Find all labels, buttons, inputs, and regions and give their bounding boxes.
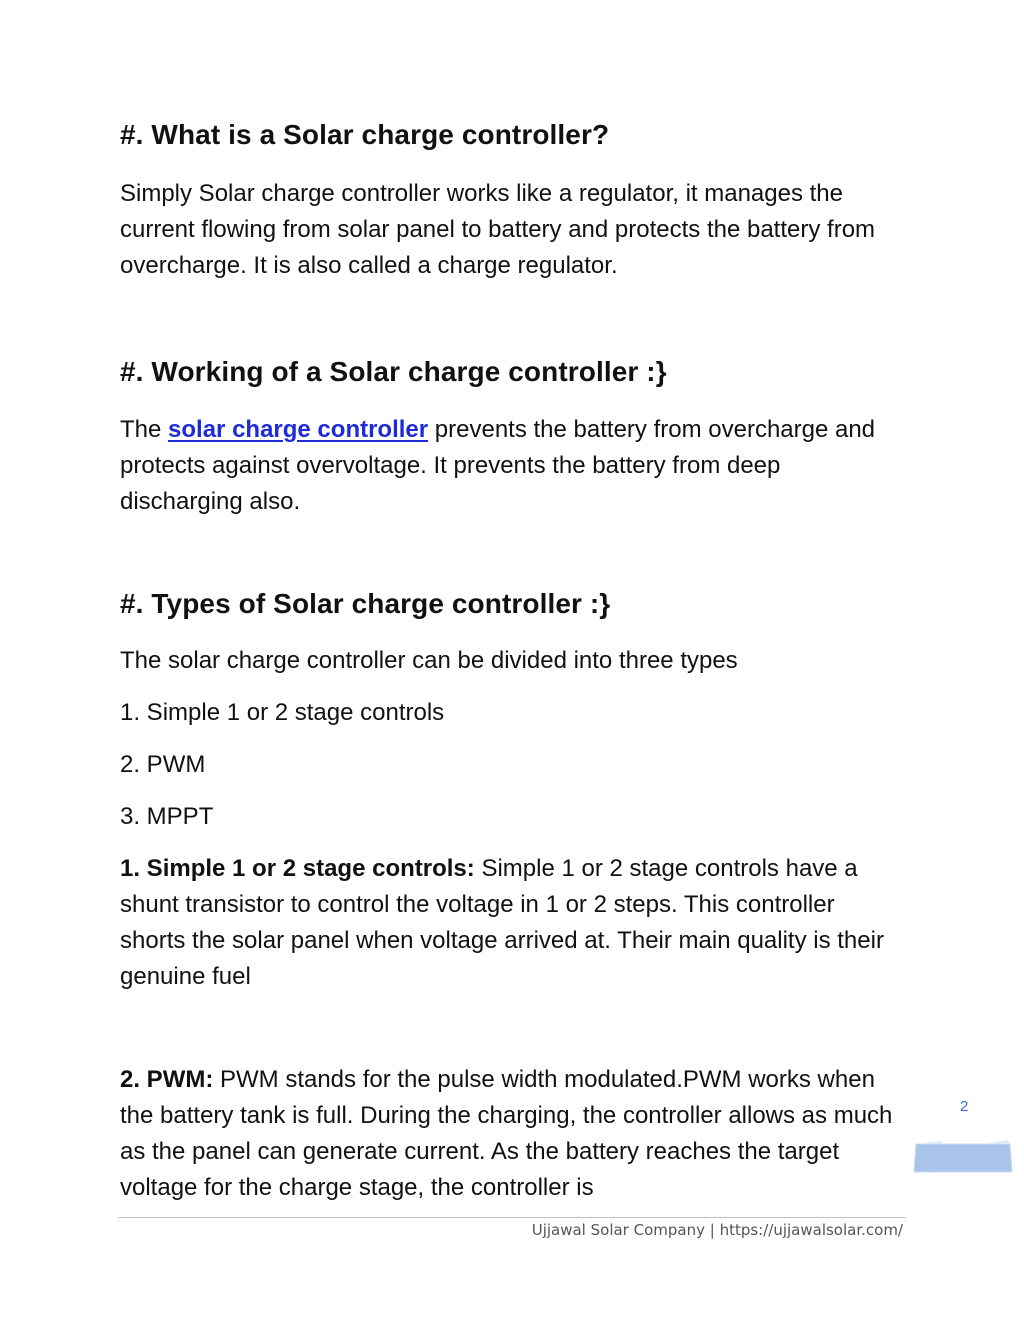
paragraph-simple-controls <box>120 851 900 995</box>
simple-controls-label: 1. Simple 1 or 2 stage controls: <box>120 855 475 882</box>
types-intro: The solar charge controller can be divided into three types <box>120 647 738 674</box>
page-tab-shape <box>914 1144 1012 1172</box>
heading-what-is: #. What is a Solar charge controller? <box>120 119 610 150</box>
footer-divider <box>118 1217 906 1218</box>
paragraph-what-is: Simply Solar charge controller works like a regulator, it manages the current flowing from solar panel to battery and protects the battery from overcharge. It is also called a charge regulator. <box>120 180 876 279</box>
paragraph-pwm <box>120 1062 900 1206</box>
list-item: 1. Simple 1 or 2 stage controls <box>120 699 445 726</box>
heading-working: #. Working of a Solar charge controller :} <box>120 356 667 387</box>
page-tab-decoration <box>912 1138 1016 1178</box>
pwm-body: PWM stands for the pulse width modulated.PWM works when the battery tank is full. During the charging, the controller allows as much as the panel can generate current. As the battery reaches the target voltage for the charge stage, the controller is <box>120 1066 893 1201</box>
paragraph-working-prefix: The <box>120 416 169 443</box>
page-tab-corner <box>916 1141 942 1144</box>
heading-types: #. Types of Solar charge controller :} <box>120 588 611 619</box>
footer-text: Ujjawal Solar Company | https://ujjawalsolar.com/ <box>531 1221 903 1239</box>
page-tab-corner <box>982 1140 1010 1144</box>
page-number: 2 <box>960 1098 969 1115</box>
simple-controls-body: Simple 1 or 2 stage controls have a shunt transistor to control the voltage in 1 or 2 steps. This controller shorts the solar panel when voltage arrived at. Their main quality is their genuine fuel <box>120 855 884 990</box>
list-item: 3. MPPT <box>120 803 214 830</box>
paragraph-working-suffix: prevents the battery from overcharge and protects against overvoltage. It prevents the battery from deep discharging also. <box>120 416 876 515</box>
list-item: 2. PWM <box>120 751 206 778</box>
paragraph-working <box>120 412 900 520</box>
pwm-label: 2. PWM: <box>120 1066 214 1093</box>
solar-charge-controller-link[interactable]: solar charge controller <box>168 416 429 443</box>
